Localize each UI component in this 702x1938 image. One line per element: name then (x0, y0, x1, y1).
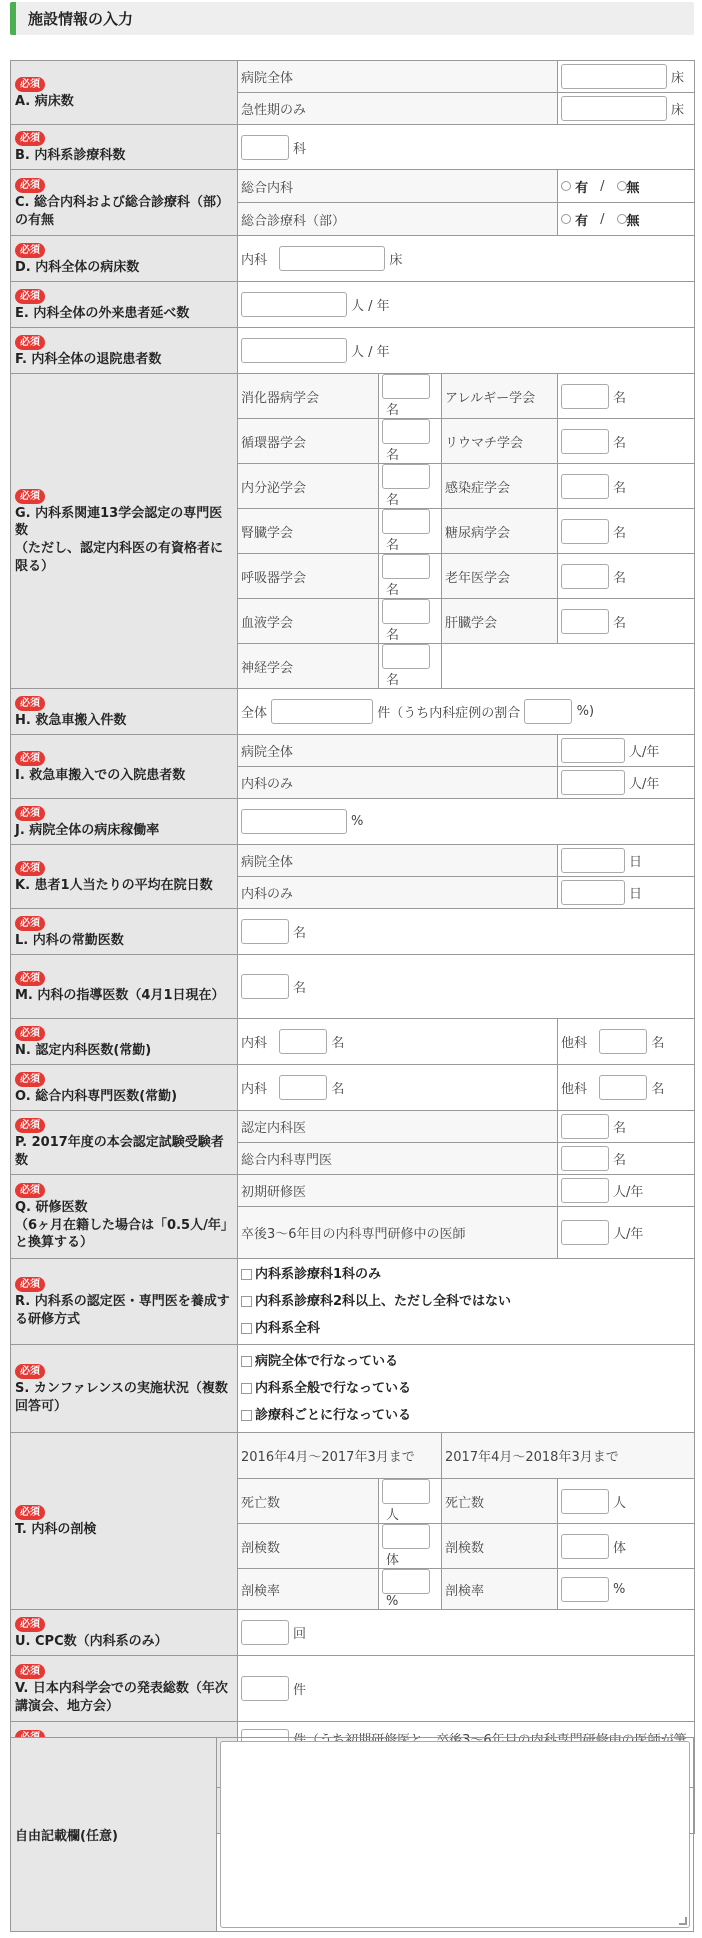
certified-other-input[interactable] (599, 1029, 647, 1054)
row-header-b: 必須 B. 内科系診療科数 (11, 125, 238, 170)
row-header-v: 必須 V. 日本内科学会での発表総数（年次講演会、地方会） (11, 1656, 238, 1722)
row-header-i: 必須 I. 救急車搬入での入院患者数 (11, 735, 238, 799)
society-input[interactable] (561, 384, 609, 409)
internal-beds-input[interactable] (279, 246, 385, 271)
society-input[interactable] (382, 509, 430, 534)
row-header-d: 必須 D. 内科全体の病床数 (11, 236, 238, 282)
stay-total-input[interactable] (561, 848, 625, 873)
general-internal-no-radio[interactable] (617, 181, 627, 191)
row-header-n: 必須 N. 認定内科医数(常勤) (11, 1019, 238, 1065)
exam-certified-input[interactable] (561, 1114, 609, 1139)
autopsy-input[interactable] (561, 1489, 609, 1514)
row-header-e: 必須 E. 内科全体の外来患者延べ数 (11, 282, 238, 328)
row-header-p: 必須 P. 2017年度の本会認定試験受験者数 (11, 1111, 238, 1175)
certified-internal-input[interactable] (279, 1029, 327, 1054)
society-input[interactable] (561, 519, 609, 544)
row-header-a: 必須 A. 病床数 (11, 61, 238, 125)
autopsy-input[interactable] (382, 1569, 430, 1594)
row-header-t: 必須 T. 内科の剖検 (11, 1433, 238, 1610)
ambulance-total-input[interactable] (271, 699, 373, 724)
free-text-textarea[interactable] (220, 1741, 690, 1928)
conference-option-3-checkbox[interactable] (241, 1410, 252, 1421)
resize-handle-icon[interactable] (679, 1917, 687, 1925)
outpatients-input[interactable] (241, 292, 347, 317)
beds-acute-input[interactable] (561, 96, 667, 121)
stay-internal-input[interactable] (561, 880, 625, 905)
row-header-l: 必須 L. 内科の常勤医数 (11, 909, 238, 955)
row-header-f: 必須 F. 内科全体の退院患者数 (11, 328, 238, 374)
row-header-k: 必須 K. 患者1人当たりの平均在院日数 (11, 845, 238, 909)
specialist-internal-input[interactable] (279, 1075, 327, 1100)
row-header-c: 必須 C. 総合内科および総合診療科（部）の有無 (11, 170, 238, 236)
row-header-j: 必須 J. 病院全体の病床稼働率 (11, 799, 238, 845)
row-header-s: 必須 S. カンファレンスの実施状況（複数回答可） (11, 1345, 238, 1433)
cpc-input[interactable] (241, 1620, 289, 1645)
row-header-q: 必須 Q. 研修医数 （6ヶ月在籍した場合は「0.5人/年」と換算する） (11, 1175, 238, 1259)
society-input[interactable] (561, 474, 609, 499)
autopsy-input[interactable] (561, 1577, 609, 1602)
label-hospital-total: 病院全体 (238, 61, 558, 93)
ambulance-ratio-input[interactable] (524, 699, 572, 724)
free-text-label: 自由記載欄(任意) (11, 1738, 217, 1932)
society-input[interactable] (382, 644, 430, 669)
society-input[interactable] (561, 429, 609, 454)
section-title: 施設情報の入力 (10, 2, 694, 35)
training-option-3-checkbox[interactable] (241, 1323, 252, 1334)
discharged-input[interactable] (241, 338, 347, 363)
society-input[interactable] (382, 464, 430, 489)
row-header-u: 必須 U. CPC数（内科系のみ） (11, 1610, 238, 1656)
autopsy-input[interactable] (561, 1534, 609, 1559)
ambulance-admit-internal-input[interactable] (561, 770, 625, 795)
free-text-table (10, 1737, 694, 1932)
facility-info-table: 必須 A. 病床数 病院全体 床 急性期のみ 床 必須 B. 内科系診療科数 科 必須 C. 総合内科および総合診療科（部）の有無 総合内科 有 / 無 総合診療科（部） 有 / 無 必須 D. 内科全体の病床数 内科 床 必須 E. 内科全体の外来患者延べ数 人 / 年 必須 F. 内科全体の退院患者数 人 / 年 必須 G. 内科系関連13学会認定の専門医数 （ただし、認定内科医の有資格者に限る） 消化器病学会 名 アレルギー学会 名 循環器学会 名 リウマチ学会 名 内分泌学会 名 感染症学会 名 腎臓学会 名 糖尿病学会 名 呼吸器学会 名 老年医学会 名 血液学会 名 肝臓学会 名 神経学会 名 必須 H. 救急車搬入件数 全体 件（うち内科症例の割合 %) 必須 I. 救急車搬入での入院患者数 病院全体 人/年 内科のみ 人/年 必須 J. 病院全体の病床稼働率 % 必須 K. 患者1人当たりの平均在院日数 病院全体 日 内科のみ 日 必須 L. 内科の常勤医数 名 必須 M. 内科の指導医数（4月1日現在） 名 必須 N. 認定内科医数(常勤) 内科 名 他科 名 必須 O. 総合内科専門医数(常勤) 内科 名 他科 名 必須 P. 2017年度の本会認定試験受験者数 認定内科医 名 総合内科専門医 名 必須 Q. 研修医数 （6ヶ月在籍した場合は「0.5人/年」と換算する） 初期研修医 人/年 卒後3～6年目の内科専門研修中の医師 人/年 必須 R. 内科系の認定医・専門医を養成する研修方式 内科系診療科1科のみ 内科系診療科2科以上、ただし全科ではない 内科系全科 必須 S. カンファレンスの実施状況（複数回答可） 病院全体で行なっている 内科系全般で行なっている 診療科ごとに行なっている 必須 T. 内科の剖検 2016年4月～2017年3月まで 2017年4月～2018年3月まで 死亡数 人 死亡数 人 剖検数 体 剖検数 体 剖検率 % 剖検率 % 必須 U. CPC数（内科系のみ） 回 必須 V. 日本内科学会での発表総数（年次講演会、地方会） 件 (10, 60, 695, 1834)
society-input[interactable] (382, 554, 430, 579)
row-header-h: 必須 H. 救急車搬入件数 (11, 689, 238, 735)
row-header-g: 必須 G. 内科系関連13学会認定の専門医数 （ただし、認定内科医の有資格者に限る） (11, 374, 238, 689)
exam-specialist-input[interactable] (561, 1146, 609, 1171)
residents-initial-input[interactable] (561, 1178, 609, 1203)
presentations-input[interactable] (241, 1676, 289, 1701)
society-input[interactable] (382, 374, 430, 399)
internal-departments-input[interactable] (241, 135, 289, 160)
row-header-o: 必須 O. 総合内科専門医数(常勤) (11, 1065, 238, 1111)
society-input[interactable] (382, 599, 430, 624)
residents-senior-input[interactable] (561, 1220, 609, 1245)
ambulance-admit-total-input[interactable] (561, 738, 625, 763)
general-internal-yes-radio[interactable] (561, 181, 571, 191)
instructors-input[interactable] (241, 974, 289, 999)
beds-total-input[interactable] (561, 64, 667, 89)
row-header-r: 必須 R. 内科系の認定医・専門医を養成する研修方式 (11, 1259, 238, 1345)
society-input[interactable] (561, 609, 609, 634)
autopsy-input[interactable] (382, 1524, 430, 1549)
general-practice-no-radio[interactable] (617, 214, 627, 224)
occupancy-input[interactable] (241, 809, 347, 834)
general-practice-yes-radio[interactable] (561, 214, 571, 224)
society-input[interactable] (382, 419, 430, 444)
required-badge: 必須 (15, 77, 45, 92)
society-input[interactable] (561, 564, 609, 589)
row-header-m: 必須 M. 内科の指導医数（4月1日現在） (11, 955, 238, 1019)
conference-option-1-checkbox[interactable] (241, 1356, 252, 1367)
specialist-other-input[interactable] (599, 1075, 647, 1100)
conference-option-2-checkbox[interactable] (241, 1383, 252, 1394)
autopsy-input[interactable] (382, 1479, 430, 1504)
training-option-1-checkbox[interactable] (241, 1269, 252, 1280)
label-acute-only: 急性期のみ (238, 93, 558, 125)
fulltime-doctors-input[interactable] (241, 919, 289, 944)
training-option-2-checkbox[interactable] (241, 1296, 252, 1307)
